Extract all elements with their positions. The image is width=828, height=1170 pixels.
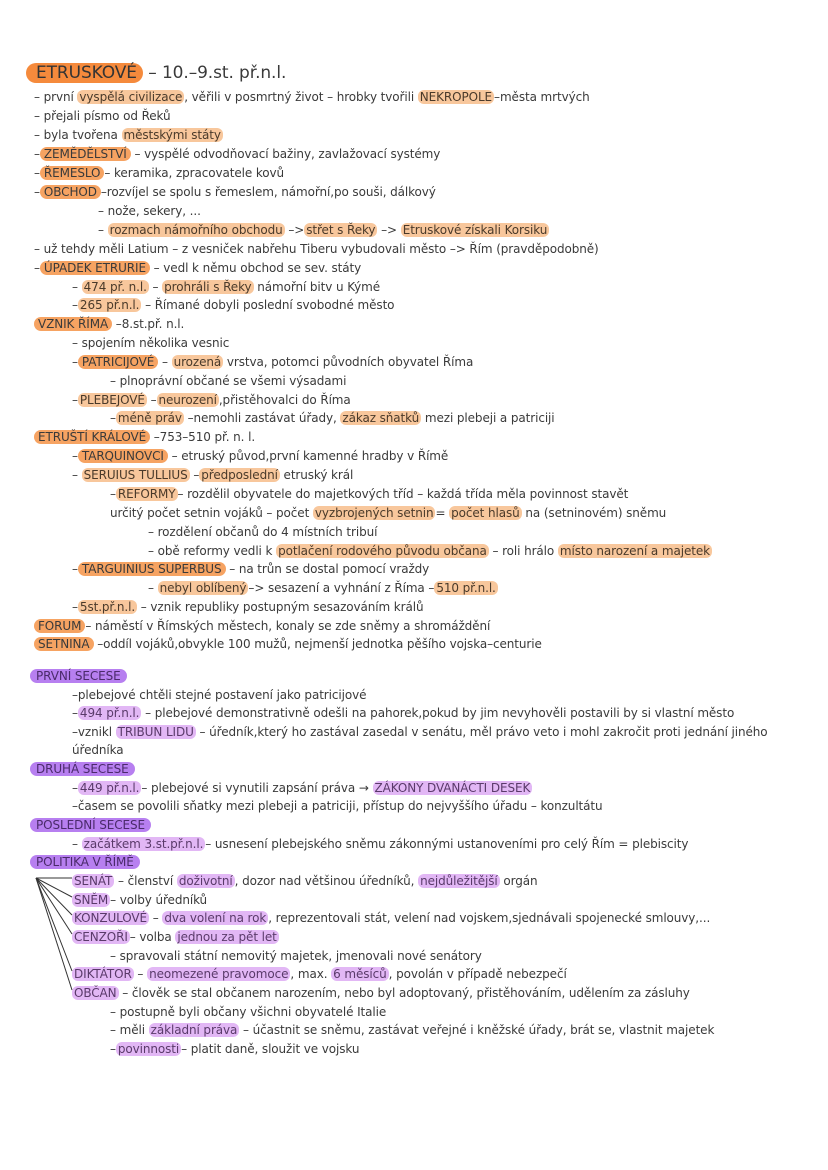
note-text: – (72, 393, 78, 407)
note-text: – (72, 706, 78, 720)
note-line (72, 335, 229, 351)
note-text: – spojením několika vesnic (72, 336, 230, 350)
note-text: – plebejové si vynutili zapsání práva → (141, 781, 373, 795)
highlighted-term: městskými státy (123, 128, 221, 142)
highlighted-term: základní práva (150, 1023, 238, 1037)
note-line (72, 467, 353, 483)
highlighted-term: počet hlasů (451, 506, 520, 520)
note-text: – (149, 911, 163, 925)
note-text: – už tehdy měli Latium – z vesniček nabřehu Tiberu vybudovali město –> Řím (pravděpodobně) (34, 242, 599, 256)
note-text: – (34, 261, 40, 275)
note-line (110, 1041, 359, 1057)
note-text: – (72, 837, 82, 851)
note-line (110, 948, 482, 964)
note-text: – vedl k němu obchod se sev. státy (149, 261, 362, 275)
highlighted-term: ZEMĚDĚLSTVÍ (40, 147, 131, 161)
note-line (148, 524, 377, 540)
highlighted-term: střet s Řeky (306, 223, 376, 237)
note-text: –časem se povolili sňatky mezi plebeji a patriciji, přístup do nejvyššího úřadu – konzultátu (72, 799, 603, 813)
note-text: – první (34, 90, 78, 104)
highlighted-term: TARQUINOVCI (78, 449, 168, 463)
note-line (34, 429, 255, 445)
highlighted-term: 5st.př.n.l. (79, 600, 136, 614)
note-text: –8.st.př. n.l. (112, 317, 185, 331)
highlighted-term: urozená (173, 355, 222, 369)
note-text: , reprezentovali stát, velení nad vojskem,sjednávali spojenecké smlouvy,... (268, 911, 711, 925)
note-text: = (435, 506, 450, 520)
note-text: – náměstí v Římských městech, konaly se zde sněmy a shromáždění (85, 619, 491, 633)
note-line (34, 241, 599, 257)
note-text: – 10.–9.st. př.n.l. (142, 63, 287, 83)
note-text: – vznik republiky postupným sesazováním králů (137, 600, 424, 614)
note-line (110, 1022, 714, 1038)
highlighted-term: 6 měsíců (333, 967, 387, 981)
note-text: – volby úředníků (110, 893, 208, 907)
note-text: – vyspělé odvodňovací bažiny, zavlažovací systémy (130, 147, 441, 161)
highlighted-term: DRUHÁ SECESE (30, 762, 135, 776)
note-text: – etruský původ,první kamenné hradby v Římě (167, 449, 449, 463)
note-line (34, 618, 490, 634)
highlighted-term: TARGUINIUS SUPERBUS (78, 562, 226, 576)
highlighted-term: ÚPADEK ETRURIE (40, 261, 150, 275)
highlighted-term: 265 př.n.l. (79, 298, 140, 312)
highlighted-term: SERUIUS TULLIUS (83, 468, 188, 482)
highlighted-term: vyspělá civilizace (79, 90, 183, 104)
note-text: –oddíl vojáků,obvykle 100 mužů, nejmenší jednotka pěšího vojska–centurie (93, 637, 542, 651)
note-line (72, 599, 423, 615)
highlighted-term: CENZOŘI (74, 930, 128, 944)
highlighted-term: POSLEDNÍ SECESE (30, 818, 151, 832)
note-text: –nemohli zastávat úřady, (183, 411, 341, 425)
note-text: , věřili v posmrtný život – hrobky tvořili (184, 90, 418, 104)
note-line (72, 910, 710, 926)
note-text: – (146, 393, 157, 407)
highlighted-term: POLITIKA V ŘÍMĚ (30, 855, 140, 869)
highlighted-term: SENÁT (74, 874, 113, 888)
note-line (148, 543, 712, 559)
highlighted-term: neurození (158, 393, 217, 407)
note-line (98, 203, 201, 219)
note-text: , dozor nad většinou úředníků, (234, 874, 419, 888)
note-line (72, 892, 207, 908)
highlighted-term: OBČAN (74, 986, 117, 1000)
note-text: – (72, 280, 82, 294)
highlighted-term: FORUM (34, 619, 85, 633)
note-line (34, 316, 184, 332)
note-line (72, 705, 734, 721)
note-line (30, 854, 140, 870)
note-text: – (110, 1042, 116, 1056)
note-text: , povolán v případě nebezpečí (388, 967, 567, 981)
highlighted-term: začátkem 3.st.př.n.l. (83, 837, 204, 851)
highlighted-term: doživotní (178, 874, 233, 888)
page-title (26, 62, 286, 84)
note-line (72, 448, 448, 464)
note-text: – roli hrálo (488, 544, 558, 558)
note-text: –města mrtvých (494, 90, 590, 104)
note-text: –> sesazení a vyhnání z Říma – (248, 581, 435, 595)
highlighted-term: DIKTÁTOR (74, 967, 132, 981)
note-line (72, 392, 351, 408)
note-line (148, 580, 498, 596)
note-text: – přejali písmo od Řeků (34, 109, 171, 123)
highlighted-term: potlačení rodového původu občana (278, 544, 487, 558)
highlighted-term: nejdůležitější (420, 874, 498, 888)
note-line (72, 985, 690, 1001)
note-text: – plnoprávní občané se všemi výsadami (110, 374, 347, 388)
note-text: – spravovali státní nemovitý majetek, jmenovali nové senátory (110, 949, 482, 963)
note-text: námořní bitv u Kýmé (253, 280, 380, 294)
note-line (110, 1004, 386, 1020)
note-text: – (72, 355, 78, 369)
highlighted-term: zákaz sňatků (342, 411, 420, 425)
note-text: – (110, 487, 116, 501)
note-text: – (72, 298, 78, 312)
note-line (72, 742, 124, 758)
note-line (30, 668, 127, 684)
highlighted-term: OBCHOD (40, 185, 101, 199)
note-text: – (34, 185, 40, 199)
note-text: ,přistěhovalci do Říma (218, 393, 351, 407)
politika-branch-lines-icon (30, 872, 80, 997)
note-text: mezi plebeji a patriciji (421, 411, 555, 425)
note-line (110, 505, 666, 521)
note-text: – (110, 411, 116, 425)
note-text: orgán (499, 874, 538, 888)
note-line (34, 89, 590, 105)
note-text: – měli (110, 1023, 149, 1037)
note-line (34, 184, 436, 200)
highlighted-term: dva volení na rok (164, 911, 267, 925)
note-line (110, 410, 555, 426)
highlighted-term: PRVNÍ SECESE (30, 669, 127, 683)
note-line (98, 222, 549, 238)
note-line (72, 929, 279, 945)
highlighted-term: 449 př.n.l. (79, 781, 140, 795)
highlighted-term: PATRICIJOVÉ (78, 355, 158, 369)
note-text: – (72, 600, 78, 614)
note-line (110, 373, 346, 389)
note-text: – (98, 223, 108, 237)
note-line (34, 636, 542, 652)
note-text: – (34, 147, 40, 161)
note-line (72, 687, 366, 703)
note-text: –rozvíjel se spolu s řemeslem, námořní,po souši, dálkový (100, 185, 436, 199)
highlighted-term: ZÁKONY DVANÁCTI DESEK (374, 781, 531, 795)
highlighted-term: VZNIK ŘÍMA (34, 317, 112, 331)
note-text: – členství (114, 874, 177, 888)
note-line (34, 260, 361, 276)
note-line (72, 279, 380, 295)
note-text: –> (284, 223, 305, 237)
highlighted-term: Etruskové získali Korsiku (402, 223, 548, 237)
highlighted-term: 474 př. n.l. (83, 280, 147, 294)
note-text: – volba (129, 930, 176, 944)
note-text: –753–510 př. n. l. (150, 430, 256, 444)
note-line (30, 817, 151, 833)
note-text: – na trůn se dostal pomocí vraždy (225, 562, 430, 576)
highlighted-term: neomezené pravomoce (149, 967, 289, 981)
note-text: – (133, 967, 148, 981)
note-line (72, 297, 394, 313)
note-line (72, 873, 537, 889)
note-text: – (158, 355, 172, 369)
highlighted-term: ETRUSKOVÉ (26, 63, 143, 83)
highlighted-term: KONZULOVÉ (74, 911, 148, 925)
highlighted-term: ETRUŠTÍ KRÁLOVÉ (34, 430, 150, 444)
highlighted-term: 510 př.n.l. (436, 581, 496, 595)
note-text: – Římané dobyli poslední svobodné město (141, 298, 395, 312)
note-text: etruský král (279, 468, 354, 482)
note-text: – obě reformy vedli k (148, 544, 277, 558)
note-line (30, 761, 135, 777)
note-text: – (34, 166, 40, 180)
note-text: – rozdělení občanů do 4 místních tribuí (148, 525, 378, 539)
highlighted-term: rozmach námořního obchodu (109, 223, 283, 237)
note-line (34, 108, 171, 124)
note-text: – postupně byli občany všichni obyvatelé Italie (110, 1005, 387, 1019)
note-text: – (72, 781, 78, 795)
highlighted-term: povinnosti (117, 1042, 180, 1056)
highlighted-term: méně práv (117, 411, 182, 425)
highlighted-term: TRIBUN LIDU (117, 725, 194, 739)
note-line (72, 354, 473, 370)
note-line (72, 561, 429, 577)
note-text: –> (377, 223, 401, 237)
note-text: – (189, 468, 200, 482)
note-line (72, 798, 603, 814)
note-text: – (72, 468, 82, 482)
note-text: –vznikl (72, 725, 116, 739)
note-text: – nože, sekery, ... (98, 204, 201, 218)
note-line (34, 127, 223, 143)
note-line (72, 724, 768, 740)
highlighted-term: SNĚM (74, 893, 109, 907)
note-text: – byla tvořena (34, 128, 122, 142)
highlighted-term: místo narození a majetek (559, 544, 710, 558)
highlighted-term: vyzbrojených setnin (314, 506, 434, 520)
note-text: – usnesení plebejského sněmu zákonnými ustanoveními pro celý Řím = plebiscity (205, 837, 689, 851)
highlighted-term: 494 př.n.l. (79, 706, 140, 720)
note-line (34, 165, 284, 181)
note-text: – (148, 280, 163, 294)
highlighted-term: NEKROPOLE (419, 90, 493, 104)
note-text: –plebejové chtěli stejné postavení jako patricijové (72, 688, 367, 702)
note-text: – úředník,který ho zastával zasedal v senátu, měl právo veto i mohl zakročit proti jednání jiného (195, 725, 768, 739)
note-text: – plebejové demonstrativně odešli na pahorek,pokud by jim nevyhověli postavili by si vlastní město (141, 706, 735, 720)
note-text: – člověk se stal občanem narozením, nebo byl adoptovaný, přistěhováním, udělením za zásluhy (118, 986, 690, 1000)
note-line (34, 146, 440, 162)
note-text: – (72, 449, 78, 463)
highlighted-term: jednou za pět let (177, 930, 277, 944)
highlighted-term: PLEBEJOVÉ (79, 393, 145, 407)
highlighted-term: předposlední (201, 468, 278, 482)
note-text: – rozdělil obyvatele do majetkových tříd – každá třída měla povinnost stavět (177, 487, 629, 501)
note-text: , max. (290, 967, 332, 981)
note-text: – (148, 581, 158, 595)
highlighted-term: REFORMY (117, 487, 176, 501)
highlighted-term: SETNINA (34, 637, 94, 651)
note-text: na (setninovém) sněmu (521, 506, 667, 520)
note-text: určitý počet setnin vojáků – počet (110, 506, 313, 520)
note-line (72, 836, 688, 852)
note-line (72, 966, 567, 982)
note-text: – účastnit se sněmu, zastávat veřejné i kněžské úřady, brát se, vlastnit majetek (239, 1023, 715, 1037)
note-text: vrstva, potomci původních obyvatel Říma (223, 355, 474, 369)
highlighted-term: ŘEMESLO (40, 166, 104, 180)
note-text: – keramika, zpracovatele kovů (104, 166, 285, 180)
highlighted-term: prohráli s Řeky (164, 280, 252, 294)
highlighted-term: nebyl oblíbený (159, 581, 247, 595)
note-line (72, 780, 532, 796)
note-line (110, 486, 628, 502)
note-text: – (72, 562, 78, 576)
note-text: úředníka (72, 743, 124, 757)
note-text: – platit daně, sloužit ve vojsku (181, 1042, 360, 1056)
